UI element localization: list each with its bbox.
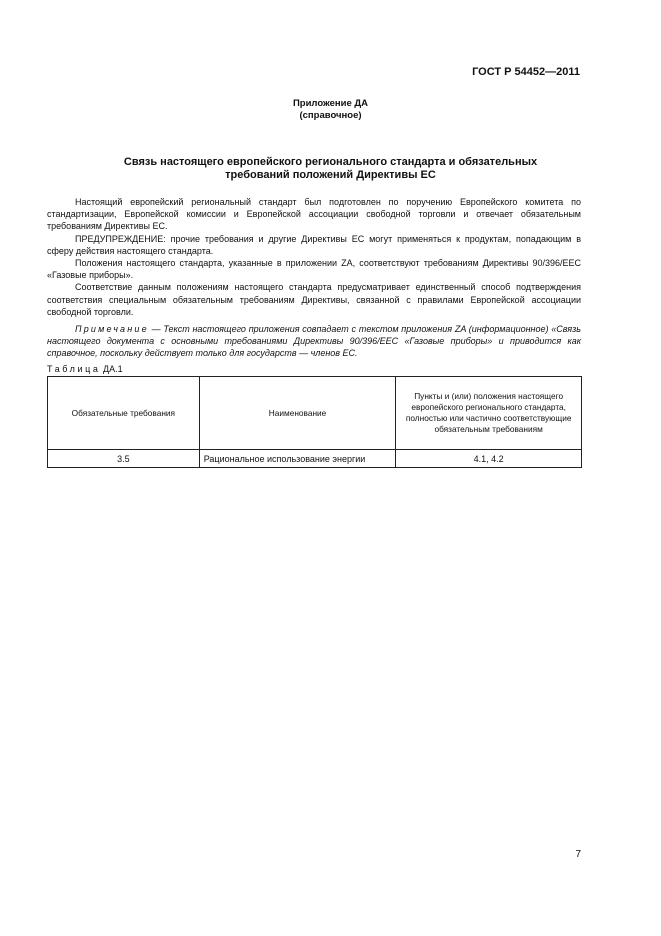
header-clauses: Пункты и (или) положения настоящего европейского регионального стандарта, полностью или частично соответствующие обязательным требованиям	[396, 377, 582, 450]
document-header: ГОСТ Р 54452—2011	[472, 66, 580, 78]
annex-title: Приложение ДА	[292, 98, 369, 109]
table-header-row	[48, 377, 582, 450]
section-title-line-1: Связь настоящего европейского регионального стандарта и обязательных	[123, 156, 538, 168]
note-label: Примечание	[75, 324, 149, 335]
paragraph-4: Соответствие данным положениям настоящего стандарта предусматривает единственный способ подтверждения соответствия специальным обязательным требованиям Директивы, связанной с правилами Европейской ассоциации свободной торговли.	[47, 282, 581, 317]
cell-name: Рациональное использование энергии	[199, 450, 396, 468]
note	[47, 323, 581, 360]
page-number: 7	[575, 849, 581, 860]
paragraph-3: Положения настоящего стандарта, указанные в приложении ZA, соответствуют требованиям Директивы 90/396/EEC «Газовые приборы».	[47, 258, 581, 281]
header-requirements: Обязательные требования	[48, 377, 200, 450]
table-caption-id: ДА.1	[103, 364, 123, 374]
annex-type: (справочное)	[299, 110, 362, 121]
note-text: — Текст настоящего приложения совпадает с текстом приложения ZA (информационное) «Связь настоящего документа с основными требованиями Директивы 90/396/EEC «Газовые приборы» и приводится как справочное, поскольку действует только для государств — членов ЕС.	[47, 324, 581, 359]
table-caption	[47, 364, 123, 374]
requirements-table	[47, 376, 582, 468]
section-title-line-2: требований положений Директивы ЕС	[225, 169, 436, 181]
body-text	[47, 196, 581, 360]
table-caption-word: Таблица	[47, 364, 101, 374]
cell-clauses: 4.1, 4.2	[396, 450, 582, 468]
paragraph-1: Настоящий европейский региональный стандарт был подготовлен по поручению Европейского комитета по стандартизации, Европейской комиссии и Европейской ассоциации свободной торговли и отвечает обязательным требованиям Директивы ЕС.	[47, 197, 581, 232]
header-name: Наименование	[199, 377, 396, 450]
paragraph-2: ПРЕДУПРЕЖДЕНИЕ: прочие требования и другие Директивы ЕС могут применяться к продуктам, попадающим в сферу действия настоящего стандарта.	[47, 233, 581, 256]
table-row	[48, 450, 582, 468]
annex-heading	[0, 98, 661, 122]
section-title	[60, 156, 601, 182]
cell-requirement: 3.5	[48, 450, 200, 468]
